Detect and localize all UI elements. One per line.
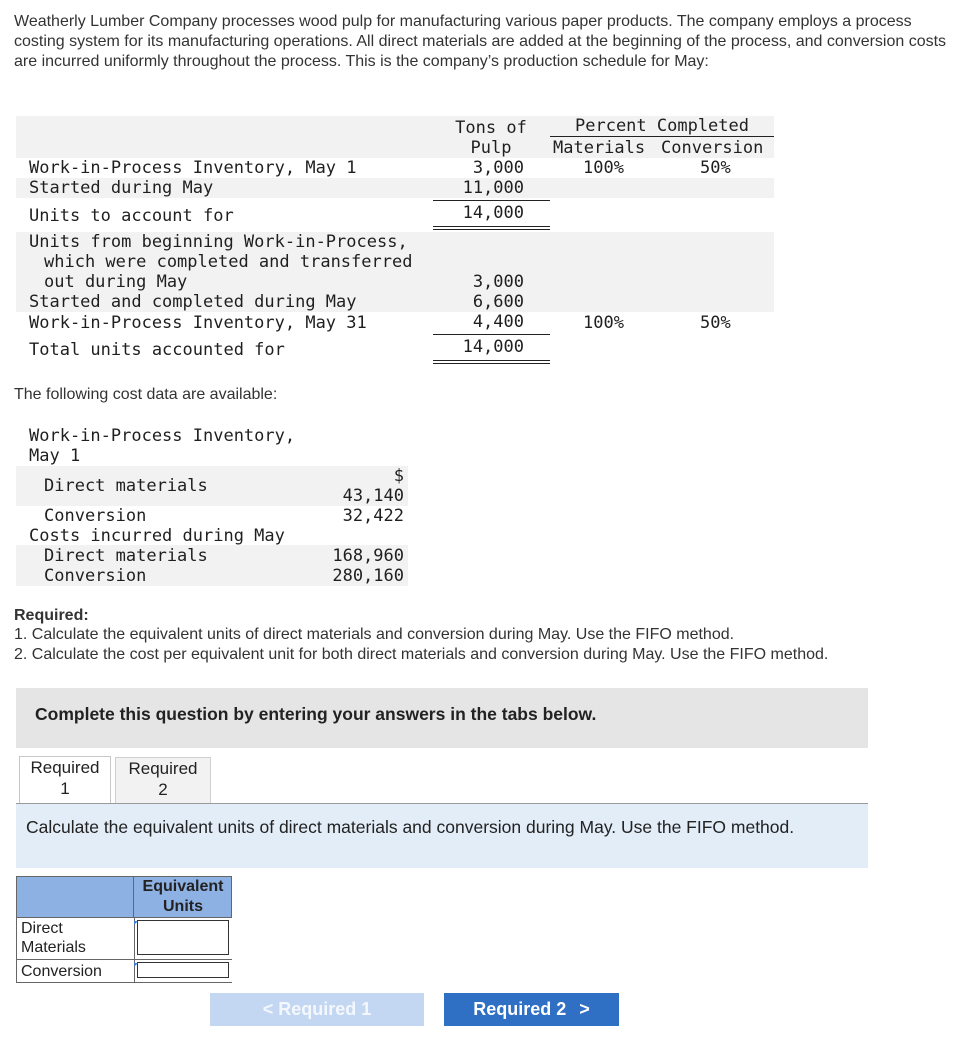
chevron-left-icon: <	[262, 999, 274, 1019]
tab-label: Required	[128, 759, 198, 778]
row-label: out during May	[44, 272, 188, 292]
answer-cell	[134, 918, 233, 959]
cost-intro: The following cost data are available:	[14, 386, 278, 403]
direct-materials-input[interactable]	[137, 920, 229, 955]
tab-label: Required	[30, 758, 100, 777]
row-label: which were completed and transferred	[44, 252, 413, 272]
cost-label: Direct materials	[44, 476, 208, 496]
answer-row-direct-materials	[16, 918, 232, 960]
row-label: Work-in-Process Inventory, May 31	[29, 313, 367, 333]
row-label: Units to account for	[29, 206, 234, 226]
instruction-panel	[16, 804, 868, 868]
row-label: Direct	[21, 920, 63, 937]
row-tons: 6,600	[472, 292, 524, 312]
tab-required-1[interactable]	[19, 756, 111, 804]
cost-label: Conversion	[44, 566, 147, 586]
row-materials-pct: 100%	[583, 158, 624, 178]
row-tons: 3,000	[472, 158, 524, 178]
row-label: Started during May	[29, 178, 214, 198]
instruction-text: Calculate the equivalent units of direct materials and conversion during May. Use the FIFO method.	[26, 817, 795, 837]
cost-label: Direct materials	[44, 546, 208, 566]
double-rule	[433, 363, 550, 364]
conversion-input[interactable]	[137, 962, 229, 978]
materials-header: Materials	[553, 138, 646, 158]
equivalent-units-header	[133, 876, 232, 918]
required-item-1: 1. Calculate the equivalent units of direct materials and conversion during May. Use the FIFO method.	[14, 626, 735, 643]
row-tons: 11,000	[462, 178, 524, 198]
tab-label: 1	[60, 779, 70, 798]
row-label: Materials	[21, 939, 86, 956]
total-rule	[433, 200, 550, 201]
prev-button-label: Required 1	[278, 999, 372, 1019]
cost-value: 280,160	[332, 566, 404, 586]
complete-banner-text: Complete this question by entering your answers in the tabs below.	[35, 704, 597, 724]
prev-required-button[interactable]	[210, 993, 424, 1026]
double-rule	[433, 229, 550, 230]
row-tons: 14,000	[462, 337, 524, 357]
tons-header-line2: Pulp	[470, 138, 512, 158]
problem-intro: Weatherly Lumber Company processes wood pulp for manufacturing various paper products. The company employs a process costing system for its manufacturing operations. All direct materials are added at the beginning of the process, and conversion costs are incurred uniformly throughout the process. This is the company’s production schedule for May:	[14, 13, 947, 70]
cost-label: Conversion	[44, 506, 147, 526]
row-label: Conversion	[21, 963, 102, 980]
cost-value: 43,140	[342, 486, 404, 506]
double-rule	[433, 360, 550, 361]
header-line: Units	[163, 898, 203, 915]
row-label: Units from beginning Work-in-Process,	[29, 232, 408, 252]
row-label: Started and completed during May	[29, 292, 357, 312]
header-underline	[550, 136, 774, 137]
total-rule	[433, 334, 550, 335]
row-tons: 3,000	[472, 272, 524, 292]
header-line: Equivalent	[142, 878, 224, 895]
tab-required-2[interactable]	[115, 757, 211, 804]
row-materials-pct: 100%	[583, 313, 624, 333]
required-title: Required:	[14, 607, 89, 624]
row-tons: 14,000	[462, 203, 524, 223]
percent-completed-header: Percent Completed	[575, 116, 749, 136]
input-marker-icon	[134, 963, 138, 967]
row-conversion-pct: 50%	[700, 313, 731, 333]
dollar-sign: $	[393, 466, 404, 486]
cost-value: 32,422	[342, 506, 404, 526]
row-tons: 4,400	[472, 312, 524, 332]
required-item-2: 2. Calculate the cost per equivalent unit for both direct materials and conversion during May. Use the FIFO method.	[14, 646, 829, 663]
conversion-header: Conversion	[661, 138, 764, 158]
next-required-button[interactable]	[444, 993, 619, 1026]
complete-banner	[16, 688, 868, 748]
tab-label: 2	[158, 780, 168, 799]
input-marker-icon	[134, 921, 138, 925]
double-rule	[433, 226, 550, 227]
cost-label: May 1	[29, 446, 81, 466]
cost-label: Costs incurred during May	[29, 526, 285, 546]
cost-label: Work-in-Process Inventory,	[29, 426, 296, 446]
tons-header-line1: Tons of	[455, 118, 527, 138]
answer-row-conversion	[16, 960, 232, 983]
answer-cell	[134, 960, 233, 982]
cost-value: 168,960	[332, 546, 404, 566]
row-label: Work-in-Process Inventory, May 1	[29, 158, 357, 178]
row-conversion-pct: 50%	[700, 158, 731, 178]
chevron-right-icon: >	[579, 999, 590, 1019]
row-label: Total units accounted for	[29, 340, 285, 360]
next-button-label: Required 2	[473, 999, 567, 1019]
